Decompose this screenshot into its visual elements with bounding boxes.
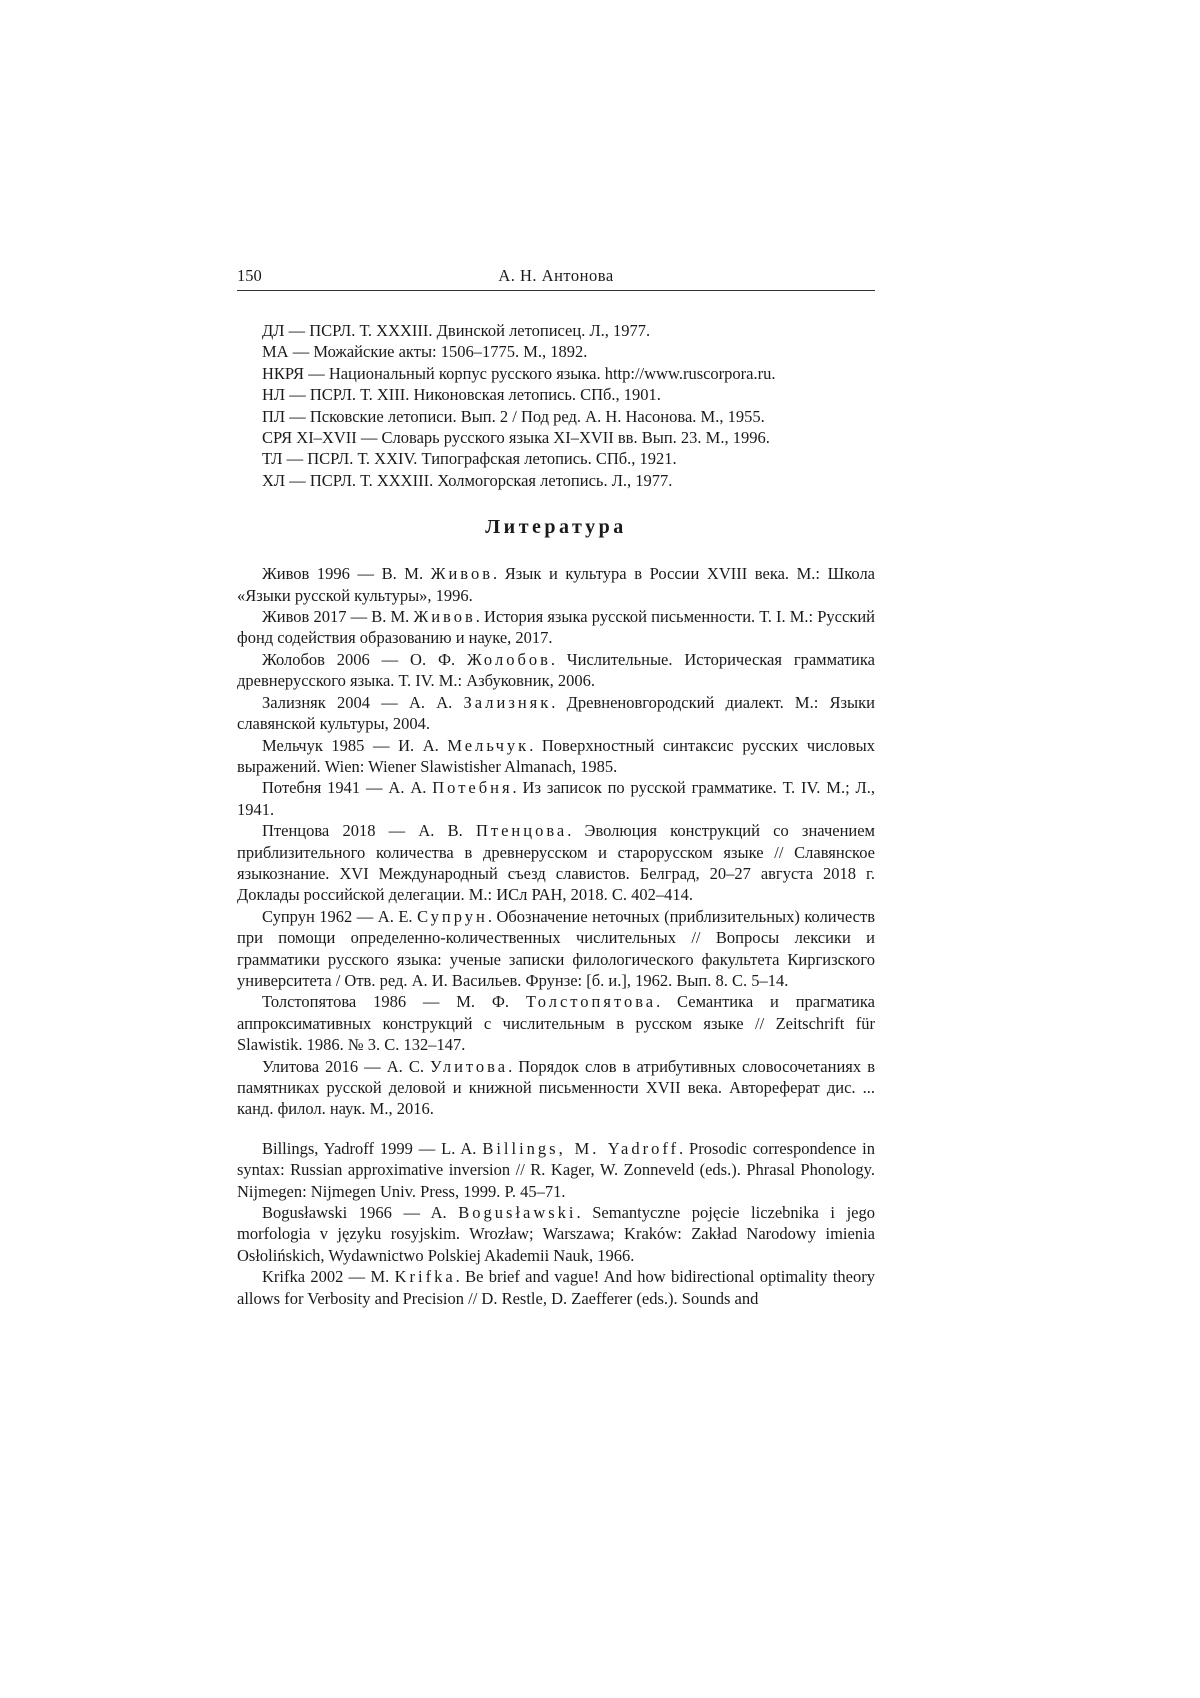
reference-text: . Порядок слов в атрибутивных словосочетаниях в памятниках русской деловой и книжной письменности XVII века. Автореферат дис. ... канд. филол. наук. М., 2016.: [237, 1056, 875, 1119]
reference-text: . Prosodic correspondence in syntax: Russian approximative inversion // R. Kager, W. Zonneveld (eds.). Phrasal Phonology. Nijmegen: Nijmegen Univ. Press, 1999. P. 45–71.: [237, 1138, 875, 1201]
reference-lead: Billings, Yadroff 1999 — L. A.: [262, 1138, 483, 1158]
reference-entry: [237, 820, 875, 906]
reference-author: Billings, M. Yadroff: [482, 1138, 680, 1158]
abbreviation-item: СРЯ XI–XVII — Словарь русского языка XI–XVII вв. Вып. 23. М., 1996.: [262, 428, 770, 448]
reference-author: Жолобов: [466, 649, 551, 669]
reference-lead: Птенцова 2018 — А. В.: [262, 821, 476, 841]
reference-lead: Krifka 2002 — M.: [262, 1267, 395, 1287]
running-author: А. Н. Антонова: [498, 266, 614, 285]
reference-entry: [237, 777, 875, 820]
reference-entry: [237, 1056, 875, 1120]
page-number: 150: [237, 266, 262, 285]
reference-text: . Эволюция конструкций со значением приблизительного количества в древнерусском и старорусском языке // Славянское языкознание. XVI Международный съезд славистов. Белград, 20–27 августа 2018 г. Доклады российской делегации. М.: ИСл РАН, 2018. С. 402–414.: [237, 821, 875, 905]
reference-lead: Bogusławski 1966 — A.: [262, 1203, 459, 1223]
reference-entry: [237, 563, 875, 606]
document-page: [237, 262, 875, 1309]
reference-lead: Жолобов 2006 — О. Ф.: [262, 649, 467, 669]
reference-text: . История языка русской письменности. Т. I. М.: Русский фонд содействия образованию и науке, 2017.: [237, 607, 875, 648]
reference-entry: [237, 1202, 875, 1266]
reference-text: . Семантика и прагматика аппроксимативных конструкций с числительным в русском языке // Zeitschrift für Slawistik. 1986. № 3. С. 132–147.: [237, 992, 875, 1055]
reference-entry: [237, 692, 875, 735]
reference-text: . Поверхностный синтаксис русских числовых выражений. Wien: Wiener Slawistisher Almanach, 1985.: [237, 735, 875, 776]
reference-entry: [237, 606, 875, 649]
reference-text: . Обозначение неточных (приблизительных) количеств при помощи определенно-количественных числительных // Вопросы лексики и грамматики русского языка: ученые записки филологического факультета Киргизского университета / Отв. ред. А. И. Васильев. Фрунзе: [б. и.], 1962. Вып. 8. С. 5–14.: [237, 906, 875, 990]
reference-lead: Живов 1996 — В. М.: [262, 564, 431, 584]
abbreviations-list: [237, 320, 875, 491]
references-foreign: [237, 1138, 875, 1309]
abbreviation-item: МА — Можайские акты: 1506–1775. М., 1892.: [262, 342, 588, 362]
abbreviation-item: ХЛ — ПСРЛ. Т. XXXIII. Холмогорская летопись. Л., 1977.: [262, 470, 673, 490]
reference-author: Улитова: [430, 1056, 509, 1076]
reference-author: Толстопятова: [525, 992, 657, 1012]
reference-author: Мельчук: [447, 735, 530, 755]
reference-lead: Зализняк 2004 — А. А.: [262, 692, 464, 712]
reference-author: Живов: [430, 564, 494, 584]
reference-text: . Из записок по русской грамматике. Т. IV. М.; Л., 1941.: [237, 778, 875, 819]
reference-entry: [237, 906, 875, 992]
reference-author: Птенцова: [475, 821, 568, 841]
reference-author: Живов: [413, 607, 476, 627]
reference-entry: [237, 1266, 875, 1309]
reference-lead: Толстопятова 1986 — М. Ф.: [262, 992, 526, 1012]
reference-entry: [237, 735, 875, 778]
reference-author: Bogusławski: [458, 1203, 577, 1223]
reference-text: . Semantyczne pojęcie liczebnika i jego morfologia v języku rosyjskim. Wrozław; Warszawa; Kraków: Zakład Narodowy imienia Osłolińskich, Wydawnictwo Polskiej Akademii Nauk, 1966.: [237, 1203, 876, 1265]
reference-author: Krifka: [394, 1267, 456, 1287]
reference-text: . Древненовгородский диалект. М.: Языки славянской культуры, 2004.: [237, 692, 875, 734]
reference-entry: [237, 1138, 875, 1202]
reference-entry: [237, 991, 875, 1055]
abbreviation-item: НКРЯ — Национальный корпус русского языка. http://www.ruscorpora.ru.: [262, 363, 776, 383]
reference-lead: Потебня 1941 — А. А.: [262, 778, 433, 798]
running-header: [237, 262, 875, 291]
section-title: Литература: [485, 516, 627, 539]
references-russian: [237, 563, 875, 1120]
abbreviation-item: ПЛ — Псковские летописи. Вып. 2 / Под ред. А. Н. Насонова. М., 1955.: [262, 406, 765, 426]
reference-lead: Супрун 1962 — А. Е.: [262, 906, 418, 926]
reference-author: Зализняк: [463, 692, 552, 712]
abbreviation-item: ДЛ — ПСРЛ. Т. XXXIII. Двинской летописец. Л., 1977.: [262, 321, 651, 340]
abbreviation-item: НЛ — ПСРЛ. Т. XIII. Никоновская летопись. СПб., 1901.: [262, 385, 661, 405]
reference-author: Супрун: [417, 906, 488, 926]
reference-lead: Мельчук 1985 — И. А.: [262, 735, 448, 755]
reference-lead: Улитова 2016 — А. С.: [262, 1056, 431, 1076]
reference-entry: [237, 649, 875, 692]
reference-text: . Числительные. Историческая грамматика древнерусского языка. Т. IV. М.: Азбуковник, 2006.: [237, 649, 875, 691]
reference-text: . Be brief and vague! And how bidirectional optimality theory allows for Verbosity and Precision // D. Restle, D. Zaefferer (eds.). Sounds and: [237, 1267, 875, 1308]
reference-author: Потебня: [432, 778, 513, 798]
abbreviation-item: ТЛ — ПСРЛ. Т. XXIV. Типографская летопись. СПб., 1921.: [262, 449, 677, 469]
section-gap: [237, 1120, 875, 1138]
reference-text: . Язык и культура в России XVIII века. М.: Школа «Языки русской культуры», 1996.: [237, 564, 875, 605]
reference-lead: Живов 2017 — В. М.: [262, 607, 414, 627]
